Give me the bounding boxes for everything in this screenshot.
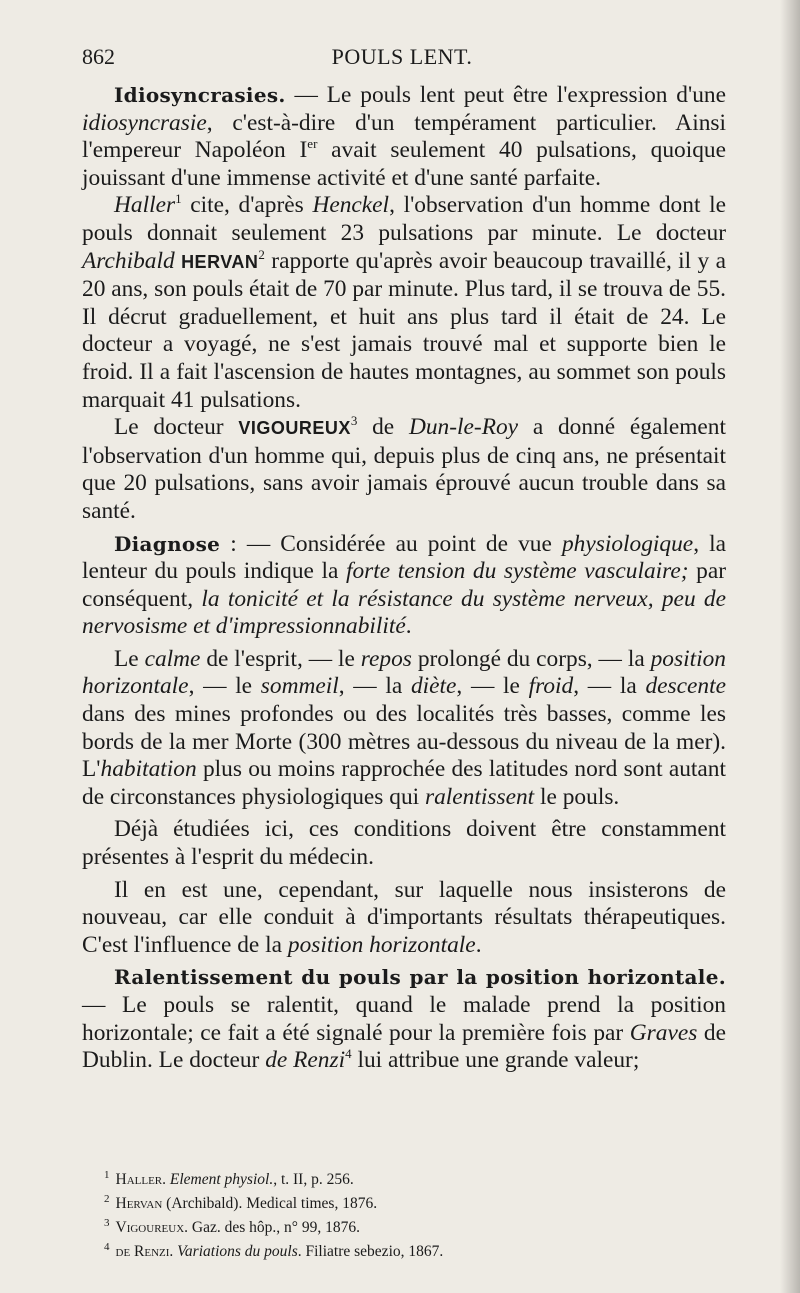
body-text <box>82 82 726 1075</box>
footnote-ref-3: 3 <box>350 413 358 429</box>
paragraph-calme: Le calme de l'esprit, — le repos prolongé du corps, — la position horizontale, — le sommeil, — la diète, — le froid, — la descente dans des mines profondes ou des localités très basses, comme les bords de la mer Morte (300 mètres au-dessous du niveau de la mer). L'habitation plus ou moins rapprochée des latitudes nord sont autant de circonstances physiologiques qui ralentissent le pouls. <box>82 645 726 810</box>
paragraph-idiosyncrasies: Idiosyncrasies. — Le pouls lent peut être l'expression d'une idiosyncrasie, c'est-à-dire d'un tempérament particulier. Ainsi l'empereur Napoléon Ier avait seulement 40 pulsations, quoique jouissant d'une immense activité et d'une santé parfaite. <box>82 82 726 191</box>
page-number: 862 <box>82 44 115 69</box>
footnote-4: $^4$ de Renzi. Variations du pouls. Filiatre sebezio, 1867. <box>104 1240 444 1261</box>
footnote-ref-2: 2 <box>258 246 265 262</box>
footnotes <box>104 1166 704 1262</box>
paragraph-diagnose: Diagnose : — Considérée au point de vue physiologique, la lenteur du pouls indique la forte tension du système vasculaire; par conséquent, la tonicité et la résistance du système nerveux, peu de nervosisme et d'impressionnabilité. <box>82 530 726 640</box>
paragraph-ralentissement: Ralentissement du pouls par la position horizontale. — Le pouls se ralentit, quand le malade prend la position horizontale; ce fait a été signalé pour la première fois par Graves de Dublin. Le docteur de Renzi$^4$ lui attribue une grande valeur; <box>82 965 726 1074</box>
page-header <box>82 44 722 74</box>
footnote-1: $^1$ Haller. Element physiol., t. II, p. 256. <box>104 1169 354 1189</box>
paragraph-vigoureux: Le docteur VIGOUREUX$^3$ de Dun-le-Roy a donné également l'observation d'un homme qui, depuis plus de cinq ans, ne présentait que 20 pulsations, sans avoir jamais éprouvé aucun trouble dans sa santé. <box>82 413 726 524</box>
section-heading-ralentissement: Ralentissement du pouls par la position horizontale. <box>114 965 726 990</box>
footnote-ref-1: 1 <box>175 191 182 207</box>
footnote-3: $^3$ Vigoureux. Gaz. des hôp., n° 99, 1876. <box>104 1216 360 1237</box>
paragraph-haller: Haller$^1$ cite, d'après Henckel, l'observation d'un homme dont le pouls donnait seulement 23 pulsations par minute. Le docteur Archibald HERVAN$^2$ rapporte qu'après avoir beaucoup travaillé, il y a 20 ans, son pouls était de 70 par minute. Plus tard, il se trouva de 55. Il décrut graduellement, et huit ans plus tard il était de 24. Le docteur a voyagé, ne s'est jamais trouvé mal et supporte bien le froid. Il a fait l'ascension de hautes montagnes, au sommet son pouls marquait 41 pulsations. <box>82 191 726 413</box>
running-title: POULS LENT. <box>331 44 473 69</box>
paragraph-position-horizontale: Il en est une, cependant, sur laquelle nous insisterons de nouveau, car elle conduit à d'importants résultats thérapeutiques. C'est l'influence de la position horizontale. <box>82 876 726 958</box>
footnote-2: $^2$ Hervan (Archibald). Medical times, 1876. <box>104 1192 378 1213</box>
section-heading-idiosyncrasies: Idiosyncrasies. <box>114 83 286 107</box>
page-gutter-shadow <box>780 0 800 1293</box>
paragraph-deja-etudiees: Déjà étudiées ici, ces conditions doivent être constamment présentes à l'esprit du médecin. <box>82 816 726 871</box>
section-heading-diagnose: Diagnose <box>114 531 221 556</box>
footnote-ref-4: 4 <box>345 1046 352 1062</box>
